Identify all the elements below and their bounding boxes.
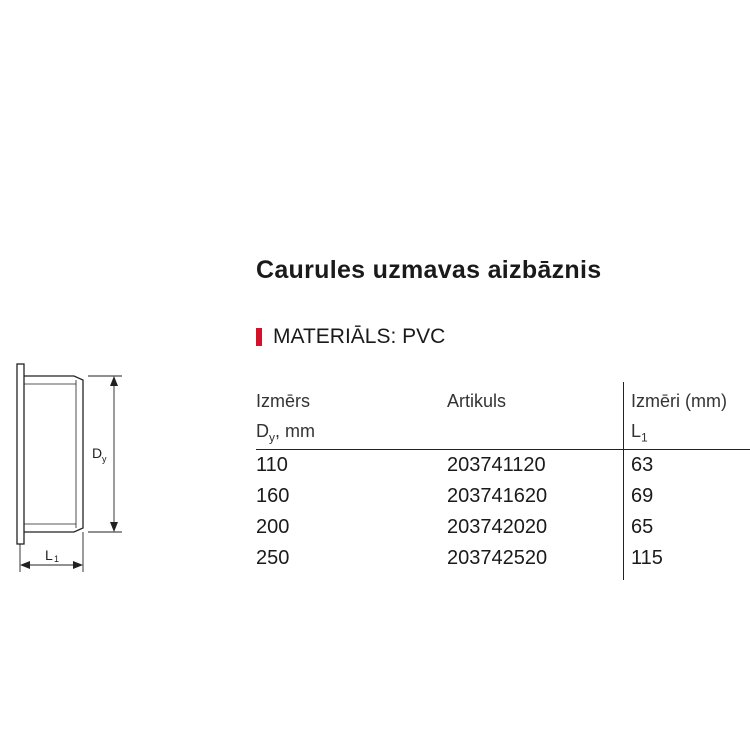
cap-body [24,376,83,532]
table-cell-article: 203742520 [447,547,548,569]
header-size-mm: , mm [275,421,315,441]
table-cell-size: 250 [256,547,290,569]
table-cell-article: 203741620 [447,485,548,507]
header-dimensions: Izmēri (mm) [631,391,727,411]
table-cell-l1: 115 [631,547,663,569]
header-l1 [631,421,648,445]
header-size-d: D [256,421,269,441]
table-cell-size: 110 [256,454,288,476]
header-size-unit [256,421,315,445]
table-cell-size: 160 [256,485,290,507]
column-divider [623,382,624,580]
table-cell-l1: 65 [631,516,654,538]
dim-l-label: L [45,547,53,563]
table-cell-size: 200 [256,516,290,538]
end-cap-diagram [0,350,140,580]
table-cell-l1: 69 [631,485,654,507]
table-cell-article: 203742020 [447,516,548,538]
dim-d-label: D [92,445,103,461]
header-l1-sub: 1 [641,430,648,445]
header-l1-l: L [631,421,642,441]
page-title: Caurules uzmavas aizbāznis [256,256,602,284]
dim-d-subscript: y [102,454,107,464]
dimension-l1 [20,532,83,572]
header-size-sub: y [269,430,275,445]
table-divider [256,449,750,450]
header-article: Artikuls [447,391,507,411]
material-line [256,325,445,349]
dim-l-subscript: 1 [54,554,60,564]
table-cell-l1: 63 [631,454,654,476]
header-size: Izmērs [256,391,310,411]
material-label: MATERIĀLS: PVC [273,325,446,348]
material-marker [256,328,262,346]
dimension-dy [88,376,122,532]
table-cell-article: 203741120 [447,454,546,476]
cap-flange [17,364,24,544]
